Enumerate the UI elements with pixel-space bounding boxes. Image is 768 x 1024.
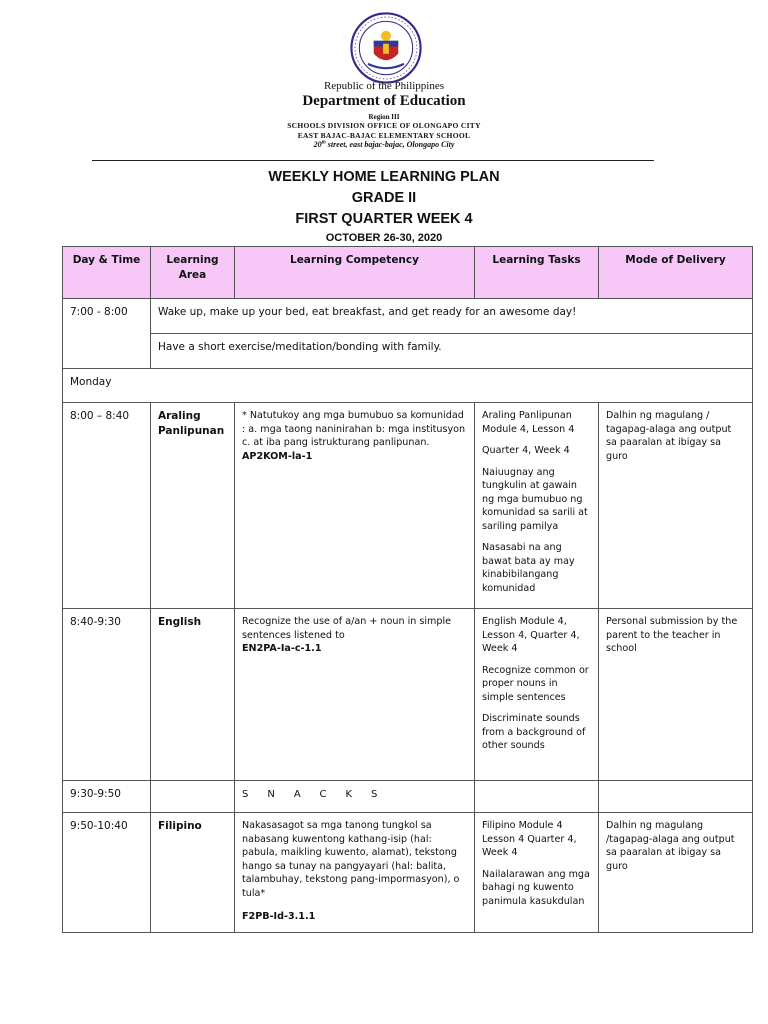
tasks-cell: Araling Panlipunan Module 4, Lesson 4 Quarter 4, Week 4 Naiuugnay ang tungkulin at gawain ng mga bumubuo ng komunidad sa sarili at sariling pamilya Nasasabi na ang bawat bata ay may kinabibilangang komunidad — [475, 403, 599, 609]
school-address: 20th street, east bajac-bajac, Olongapo City — [313, 140, 455, 149]
competency-cell: * Natutukoy ang mga bumubuo sa komunidad : a. mga taong naninirahan b: mga institusyon c. at iba pang istrukturang panlipunan. AP2KOM-la-1 — [235, 403, 475, 609]
competency-cell: Recognize the use of a/an + noun in simple sentences listened to EN2PA-Ia-c-1.1 — [235, 609, 475, 781]
department-name: Department of Education — [302, 93, 466, 109]
mode-cell: Dalhin ng magulang /tagapag-alaga ang output sa paaralan at ibigay sa guro — [599, 813, 753, 933]
quarter-title: FIRST QUARTER WEEK 4 — [295, 211, 473, 227]
table-row — [63, 299, 753, 334]
time-cell: 9:50-10:40 — [63, 813, 151, 933]
learning-plan-table — [62, 246, 753, 933]
area-cell: Filipino — [151, 813, 235, 933]
deped-seal-logo — [350, 12, 422, 84]
area-cell — [151, 781, 235, 813]
republic-line: Republic of the Philippines — [323, 80, 445, 92]
mode-cell: Personal submission by the parent to the teacher in school — [599, 609, 753, 781]
header-learning-area: Learning Area — [151, 247, 235, 299]
date-range: OCTOBER 26-30, 2020 — [325, 232, 443, 244]
snack-row — [63, 781, 753, 813]
table-row — [63, 334, 753, 369]
routine-cell: Have a short exercise/meditation/bonding with family. — [151, 334, 753, 369]
mode-cell — [599, 781, 753, 813]
time-cell: 8:40-9:30 — [63, 609, 151, 781]
grade-title: GRADE II — [351, 190, 417, 206]
school-name: EAST BAJAC-BAJAC ELEMENTARY SCHOOL — [297, 131, 471, 140]
table-header-row — [63, 247, 753, 299]
time-cell: 9:30-9:50 — [63, 781, 151, 813]
division-line: SCHOOLS DIVISION OFFICE OF OLONGAPO CITY — [287, 121, 481, 130]
mode-cell: Dalhin ng magulang / tagapag-alaga ang output sa paaralan at ibigay sa guro — [599, 403, 753, 609]
header-mode-of-delivery: Mode of Delivery — [599, 247, 753, 299]
area-cell: Araling Panlipunan — [151, 403, 235, 609]
time-cell: 8:00 – 8:40 — [63, 403, 151, 609]
tasks-cell: Filipino Module 4 Lesson 4 Quarter 4, Week 4 Nailalarawan ang mga bahagi ng kuwento panimula kasukdulan — [475, 813, 599, 933]
header-day-time: Day & Time — [63, 247, 151, 299]
day-cell: Monday — [63, 369, 753, 403]
area-cell: English — [151, 609, 235, 781]
table-row — [63, 609, 753, 781]
header-divider — [92, 160, 654, 161]
plan-title: WEEKLY HOME LEARNING PLAN — [268, 169, 500, 185]
region-line: Region III — [368, 113, 400, 121]
header-learning-tasks: Learning Tasks — [475, 247, 599, 299]
tasks-cell — [475, 781, 599, 813]
snack-cell: SNACKS — [235, 781, 475, 813]
day-row — [63, 369, 753, 403]
header-learning-competency: Learning Competency — [235, 247, 475, 299]
table-row — [63, 813, 753, 933]
competency-cell: Nakasasagot sa mga tanong tungkol sa nabasang kuwentong kathang-isip (hal: pabula, maikling kuwento, alamat), tekstong hango sa tunay na pangyayari (hal: balita, talambuhay, tekstong pang-impormasyon), o tula* F2PB-Id-3.1.1 — [235, 813, 475, 933]
tasks-cell: English Module 4, Lesson 4, Quarter 4, Week 4 Recognize common or proper nouns in simple sentences Discriminate sounds from a background of other sounds — [475, 609, 599, 781]
routine-cell: Wake up, make up your bed, eat breakfast, and get ready for an awesome day! — [151, 299, 753, 334]
table-row — [63, 403, 753, 609]
time-cell: 7:00 - 8:00 — [63, 299, 151, 369]
